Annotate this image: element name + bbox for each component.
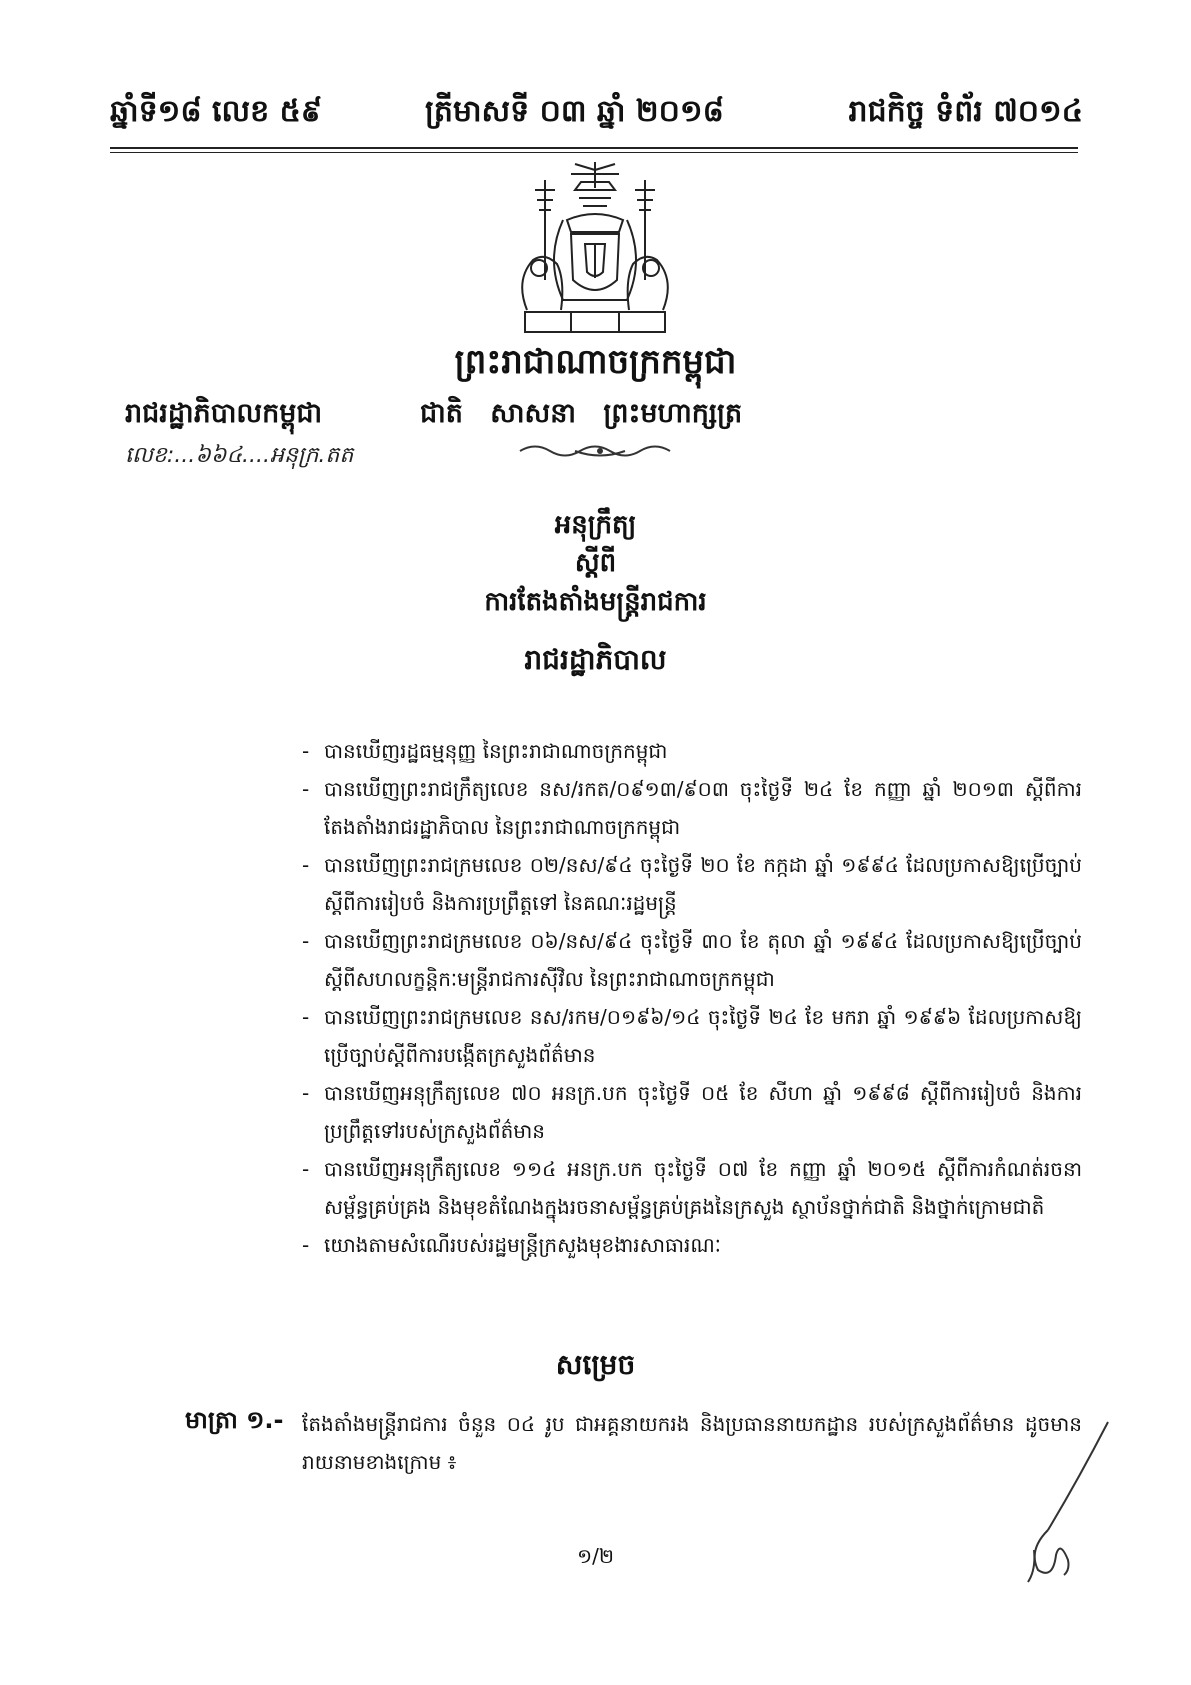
list-item: - បានឃើញព្រះរាជក្រមលេខ ០៦/នស/៩៤ ចុះថ្ងៃទី ៣០ ខែ តុលា ឆ្នាំ ១៩៩៤ ដែលប្រកាសឱ្យប្រើច្បាប់ស្តីពីសហលក្ខន្តិកៈមន្ត្រីរាជការស៊ីវិល នៃព្រះរាជាណាចក្រកម្ពុជា [302,929,1082,991]
document-issuer: រាជរដ្ឋាភិបាល [524,643,667,676]
visa-text: បានឃើញព្រះរាជក្រមលេខ នស/រកម/០១៩៦/១៤ ចុះថ្ងៃទី ២៤ ខែ មករា ឆ្នាំ ១៩៩៦ ដែលប្រកាសឱ្យប្រើច្បាប់ស្តីពីការបង្កើតក្រសួងព័ត៌មាន [324,1005,1082,1067]
list-item: - បានឃើញព្រះរាជក្រឹត្យលេខ នស/រកត/០៩១៣/៩០៣ ចុះថ្ងៃទី ២៤ ខែ កញ្ញា ឆ្នាំ ២០១៣ ស្តីពីការតែងតាំងរាជរដ្ឋាភិបាល នៃព្រះរាជាណាចក្រកម្ពុជា [302,777,1082,839]
document-type: អនុក្រឹត្យ [554,510,637,540]
article-label: មាត្រា ១.- [185,1406,284,1434]
header-rule-thin [110,152,1078,153]
government-name: រាជរដ្ឋាភិបាលកម្ពុជា [125,398,323,429]
list-item: - យោងតាមសំណើរបស់រដ្ឋមន្ត្រីក្រសួងមុខងារសាធារណៈ [302,1233,721,1257]
list-item: - បានឃើញអនុក្រឹត្យលេខ ១១៤ អនក្រ.បក ចុះថ្ងៃទី ០៧ ខែ កញ្ញា ឆ្នាំ ២០១៥ ស្តីពីការកំណត់រចនាសម្ព័ន្ធគ្រប់គ្រង និងមុខតំណែងក្នុងរចនាសម្ព័ន្ធគ្រប់គ្រងនៃក្រសួង ស្ថាប័នថ្នាក់ជាតិ និងថ្នាក់ក្រោមជាតិ [302,1157,1083,1219]
visa-list [302,732,1082,1264]
list-item: - បានឃើញរដ្ឋធម្មនុញ្ញ នៃព្រះរាជាណាចក្រកម្ពុជា [302,739,668,763]
national-motto: ជាតិ សាសនា ព្រះមហាក្សត្រ [420,398,743,429]
visa-text: បានឃើញព្រះរាជក្រមលេខ ០៦/នស/៩៤ ចុះថ្ងៃទី ៣០ ខែ តុលា ឆ្នាំ ១៩៩៤ ដែលប្រកាសឱ្យប្រើច្បាប់ស្តីពីសហលក្ខន្តិកៈមន្ត្រីរាជការស៊ីវិល នៃព្រះរាជាណាចក្រកម្ពុជា [324,929,1082,991]
header-rule [110,147,1078,149]
visa-text: បានឃើញរដ្ឋធម្មនុញ្ញ នៃព្រះរាជាណាចក្រកម្ពុជា [324,739,668,763]
handwritten-signature-icon [1008,1420,1118,1590]
visa-text: បានឃើញអនុក្រឹត្យលេខ ៧០ អនក្រ.បក ចុះថ្ងៃទី ០៥ ខែ សីហា ឆ្នាំ ១៩៩៨ ស្តីពីការរៀបចំ និងការប្រព្រឹត្តទៅរបស់ក្រសួងព័ត៌មាន [324,1081,1082,1143]
visa-text: បានឃើញព្រះរាជក្រមលេខ ០២/នស/៩៤ ចុះថ្ងៃទី ២០ ខែ កក្កដា ឆ្នាំ ១៩៩៤ ដែលប្រកាសឱ្យប្រើច្បាប់ស្តីពីការរៀបចំ និងការប្រព្រឹត្តទៅ នៃគណៈរដ្ឋមន្ត្រី [324,853,1082,915]
document-subject: ការតែងតាំងមន្ត្រីរាជការ [484,587,707,617]
document-about: ស្តីពី [574,548,617,578]
kingdom-title: ព្រះរាជាណាចក្រកម្ពុជា [454,342,737,382]
gazette-page: រាជកិច្ច ទំព័រ ៧០១៤ [848,94,1083,129]
gazette-quarter: ត្រីមាសទី ០៣ ឆ្នាំ ២០១៨ [425,94,724,129]
list-item: - បានឃើញអនុក្រឹត្យលេខ ៧០ អនក្រ.បក ចុះថ្ងៃទី ០៥ ខែ សីហា ឆ្នាំ ១៩៩៨ ស្តីពីការរៀបចំ និងការប្រព្រឹត្តទៅរបស់ក្រសួងព័ត៌មាន [302,1081,1082,1143]
decorative-ornament-icon [515,440,685,462]
visa-text: យោងតាមសំណើរបស់រដ្ឋមន្ត្រីក្រសួងមុខងារសាធារណៈ [324,1233,721,1257]
royal-coat-of-arms-icon [505,160,685,345]
page-number: ១/២ [576,1544,614,1568]
visa-text: បានឃើញព្រះរាជក្រឹត្យលេខ នស/រកត/០៩១៣/៩០៣ ចុះថ្ងៃទី ២៤ ខែ កញ្ញា ឆ្នាំ ២០១៣ ស្តីពីការតែងតាំងរាជរដ្ឋាភិបាល នៃព្រះរាជាណាចក្រកម្ពុជា [324,777,1082,839]
decision-heading: សម្រេច [555,1348,636,1381]
article-text: តែងតាំងមន្ត្រីរាជការ ចំនួន ០៤ រូប ជាអគ្គនាយករង និងប្រធាននាយកដ្ឋាន របស់ក្រសួងព័ត៌មាន ដូចមានរាយនាមខាងក្រោម ៖ [302,1412,1082,1474]
list-item: - បានឃើញព្រះរាជក្រមលេខ នស/រកម/០១៩៦/១៤ ចុះថ្ងៃទី ២៤ ខែ មករា ឆ្នាំ ១៩៩៦ ដែលប្រកាសឱ្យប្រើច្បាប់ស្តីពីការបង្កើតក្រសួងព័ត៌មាន [302,1005,1082,1067]
list-item: - បានឃើញព្រះរាជក្រមលេខ ០២/នស/៩៤ ចុះថ្ងៃទី ២០ ខែ កក្កដា ឆ្នាំ ១៩៩៤ ដែលប្រកាសឱ្យប្រើច្បាប់ស្តីពីការរៀបចំ និងការប្រព្រឹត្តទៅ នៃគណៈរដ្ឋមន្ត្រី [302,853,1082,915]
reference-number: លេខ:...៦៦៤....អនុក្រ.តត [125,443,354,468]
visa-text: បានឃើញអនុក្រឹត្យលេខ ១១៤ អនក្រ.បក ចុះថ្ងៃទី ០៧ ខែ កញ្ញា ឆ្នាំ ២០១៥ ស្តីពីការកំណត់រចនាសម្ព័ន្ធគ្រប់គ្រង និងមុខតំណែងក្នុងរចនាសម្ព័ន្ធគ្រប់គ្រងនៃក្រសួង ស្ថាប័នថ្នាក់ជាតិ និងថ្នាក់ក្រោមជាតិ [324,1157,1083,1219]
gazette-issue: ឆ្នាំទី១៨ លេខ ៥៩ [110,94,323,129]
